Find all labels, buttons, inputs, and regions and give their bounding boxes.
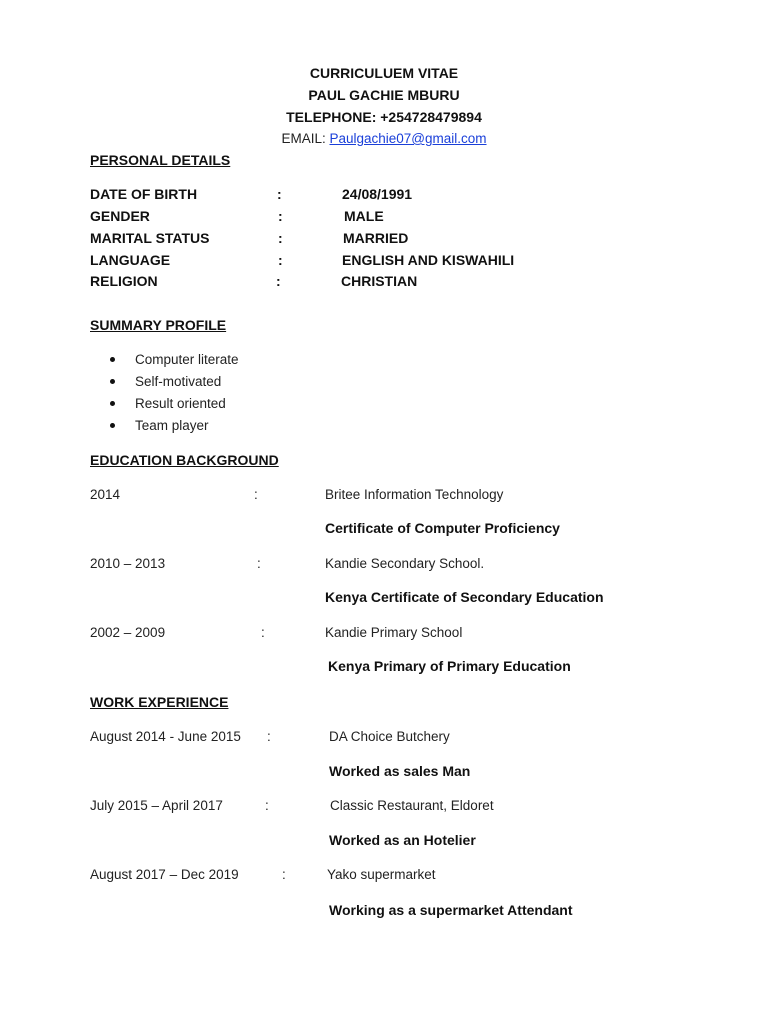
education-separator: : bbox=[261, 625, 265, 640]
marital-status-label: MARITAL STATUS bbox=[90, 230, 210, 246]
work-employer: Classic Restaurant, Eldoret bbox=[330, 798, 494, 813]
education-period: 2010 – 2013 bbox=[90, 556, 166, 571]
work-separator: : bbox=[282, 867, 286, 882]
work-separator: : bbox=[265, 798, 269, 813]
bullet-icon bbox=[110, 423, 115, 428]
religion-separator: : bbox=[276, 273, 281, 289]
summary-profile-heading: SUMMARY PROFILE bbox=[90, 317, 227, 333]
work-period: August 2017 – Dec 2019 bbox=[90, 867, 239, 882]
dob-label: DATE OF BIRTH bbox=[90, 186, 198, 202]
religion-label: RELIGION bbox=[90, 273, 158, 289]
education-institution: Kandie Secondary School. bbox=[325, 556, 485, 571]
summary-item: Computer literate bbox=[135, 352, 239, 367]
language-value: ENGLISH AND KISWAHILI bbox=[342, 252, 515, 268]
work-period: August 2014 - June 2015 bbox=[90, 729, 241, 744]
summary-item: Self-motivated bbox=[135, 374, 222, 389]
candidate-name: PAUL GACHIE MBURU bbox=[308, 87, 460, 103]
work-role: Worked as sales Man bbox=[329, 763, 471, 779]
gender-label: GENDER bbox=[90, 208, 150, 224]
work-role: Worked as an Hotelier bbox=[329, 832, 476, 848]
personal-details-heading: PERSONAL DETAILS bbox=[90, 152, 231, 168]
marital-status-value: MARRIED bbox=[343, 230, 409, 246]
education-award: Kenya Primary of Primary Education bbox=[328, 658, 571, 674]
email-link[interactable]: Paulgachie07@gmail.com bbox=[329, 131, 487, 146]
education-institution: Kandie Primary School bbox=[325, 625, 463, 640]
work-period: July 2015 – April 2017 bbox=[90, 798, 223, 813]
bullet-icon bbox=[110, 357, 115, 362]
religion-value: CHRISTIAN bbox=[341, 273, 418, 289]
education-award: Certificate of Computer Proficiency bbox=[325, 520, 560, 536]
bullet-icon bbox=[110, 401, 115, 406]
education-period: 2002 – 2009 bbox=[90, 625, 166, 640]
language-label: LANGUAGE bbox=[90, 252, 171, 268]
work-experience-heading: WORK EXPERIENCE bbox=[90, 694, 229, 710]
education-period: 2014 bbox=[90, 487, 121, 502]
work-employer: Yako supermarket bbox=[327, 867, 436, 882]
summary-item: Result oriented bbox=[135, 396, 226, 411]
education-award: Kenya Certificate of Secondary Education bbox=[325, 589, 604, 605]
work-role: Working as a supermarket Attendant bbox=[329, 902, 573, 918]
education-heading: EDUCATION BACKGROUND bbox=[90, 452, 279, 468]
education-separator: : bbox=[254, 487, 258, 502]
dob-value: 24/08/1991 bbox=[342, 186, 413, 202]
marital-status-separator: : bbox=[278, 230, 283, 246]
education-institution: Britee Information Technology bbox=[325, 487, 504, 502]
document-title: CURRICULUEM VITAE bbox=[309, 65, 459, 81]
language-separator: : bbox=[278, 252, 283, 268]
summary-item: Team player bbox=[135, 418, 209, 433]
dob-separator: : bbox=[277, 186, 282, 202]
education-separator: : bbox=[257, 556, 261, 571]
work-employer: DA Choice Butchery bbox=[329, 729, 450, 744]
gender-separator: : bbox=[278, 208, 283, 224]
email-label: EMAIL: bbox=[281, 131, 330, 146]
telephone: TELEPHONE: +254728479894 bbox=[286, 109, 482, 125]
email-line bbox=[0, 131, 768, 146]
gender-value: MALE bbox=[344, 208, 384, 224]
work-separator: : bbox=[267, 729, 271, 744]
bullet-icon bbox=[110, 379, 115, 384]
